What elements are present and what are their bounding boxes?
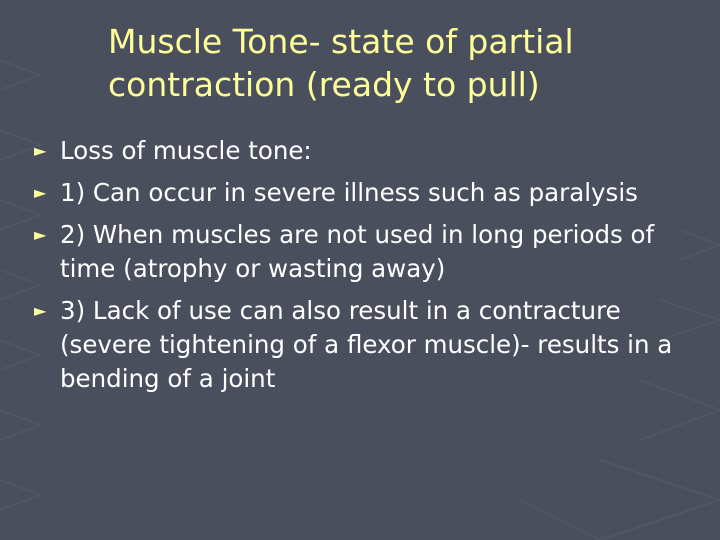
triangle-bullet-icon: ►: [34, 225, 47, 244]
bullet-text: Loss of muscle tone:: [60, 136, 312, 165]
triangle-bullet-icon: ►: [34, 301, 47, 320]
triangle-bullet-icon: ►: [34, 141, 47, 160]
bullet-item-contracture: [34, 294, 704, 396]
bullet-item-illness: [34, 176, 704, 210]
bullet-text: 3) Lack of use can also result in a contracture (severe tightening of a flexor muscle)- results in a bending of a joint: [60, 296, 673, 393]
bullet-item-loss-of-tone: [34, 134, 704, 168]
slide-title-line-2: contraction (ready to pull): [108, 65, 540, 104]
bullet-item-atrophy: [34, 218, 704, 286]
slide-title: [108, 20, 698, 106]
bullet-text: 2) When muscles are not used in long periods of time (atrophy or wasting away): [60, 220, 655, 283]
slide-title-line-1: Muscle Tone- state of partial: [108, 22, 574, 61]
triangle-bullet-icon: ►: [34, 183, 47, 202]
bullet-list: [34, 134, 704, 404]
bullet-text: 1) Can occur in severe illness such as paralysis: [60, 178, 638, 207]
